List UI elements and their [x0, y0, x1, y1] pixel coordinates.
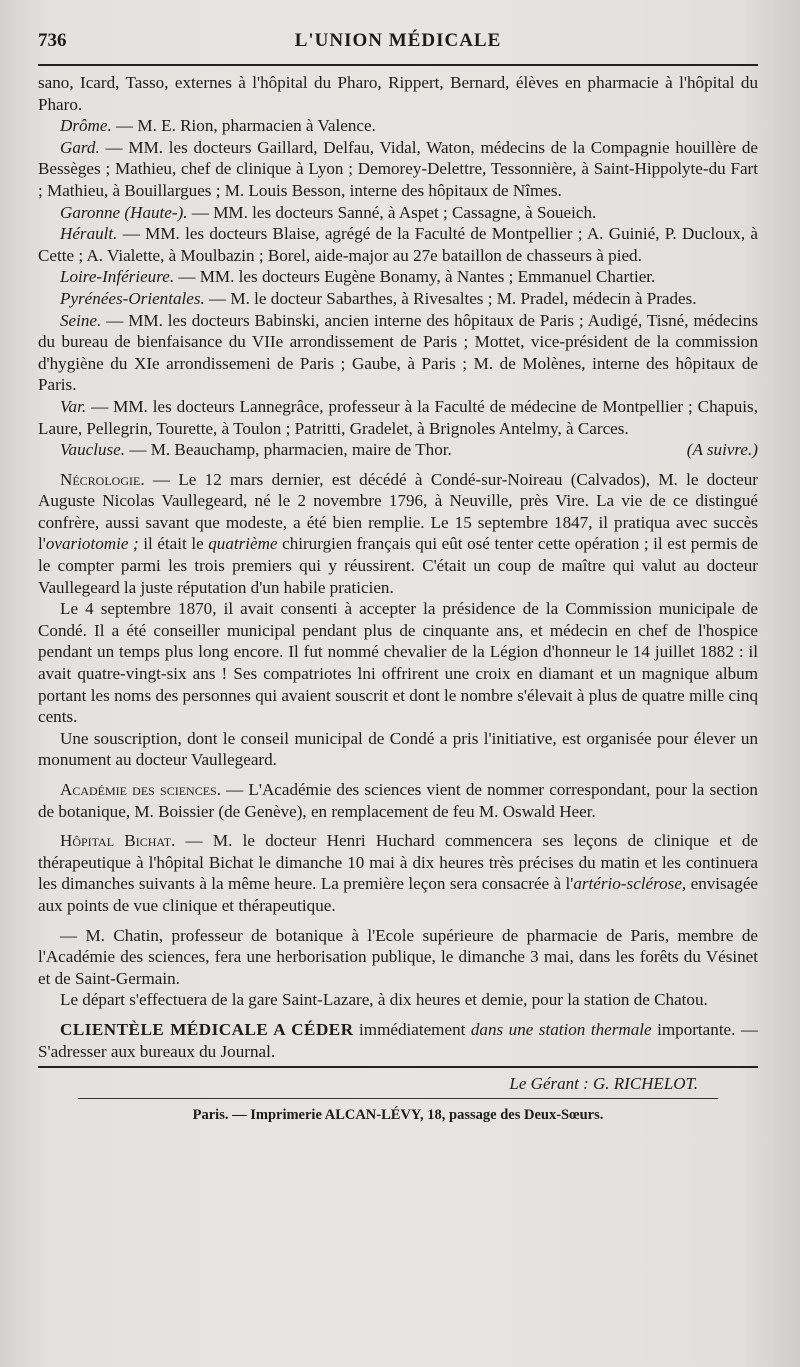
paragraph-seine: Seine. — MM. les docteurs Babinski, ancien interne des hôpitaux de Paris ; Audigé, Tisné, médecins du bureau de bienfaisance du VIIe arrondissement de Paris ; Mottet, vice-président de la commission d'hygiène du XIe arrondissemeni de Paris ; Gaube, à Paris ; M. de Molènes, interne des hôpitaux de Paris.: [38, 310, 758, 395]
paragraph: Une souscription, dont le conseil municipal de Condé a pris l'initiative, est organisée pour élever un monument au docteur Vaullegeard.: [38, 728, 758, 770]
paragraph-vaucluse: Vaucluse. — M. Beauchamp, pharmacien, maire de Thor. (A suivre.): [60, 440, 758, 460]
paragraph-var: Var. — MM. les docteurs Lannegrâce, professeur à la Faculté de médecine de Montpellier ; Chapuis, Laure, Pellegrin, Tourette, à Toulon ; Patritti, Gradelet, à Brignoles Antelmy, à Carces.: [38, 396, 758, 438]
notice-heading: CLIENTÈLE MÉDICALE A CÉDER: [60, 1019, 354, 1039]
paragraph-drome: Drôme. — M. E. Rion, pharmacien à Valence.: [60, 116, 376, 136]
printer-line: Paris. — Imprimerie ALCAN-LÉVY, 18, passage des Deux-Sœurs.: [192, 1107, 604, 1124]
continued-note: (A suivre.): [686, 440, 758, 460]
paragraph: sano, Icard, Tasso, externes à l'hôpital du Pharo, Rippert, Bernard, élèves en pharmacie à l'hôpital du Pharo.: [38, 73, 758, 114]
page-number: 736: [38, 30, 67, 51]
paragraph: Le 4 septembre 1870, il avait consenti à accepter la présidence de la Commission municipale de Condé. Il a été conseiller municipal pendant plus de cinquante ans, et médecin en chef de l'hospice pendant un temps plus long encore. Il fut nommé chevalier de la Légion d'honneur le 14 juillet 1882 : il avait quatre-vingt-six ans ! Ses compatriotes lni offrirent une croix en diamant et un magnique album portant les noms des personnes qui avaient souscrit et dont le nombre s'élevait à plus de quatre mille cinq cents.: [38, 599, 758, 727]
page-header: [38, 24, 758, 54]
section-heading: Académie des sciences.: [60, 780, 221, 799]
footer-thin-rule: [78, 1098, 718, 1099]
paragraph-clientele: CLIENTÈLE MÉDICALE A CÉDER immédiatement dans une station thermale importante. — S'adresser aux bureaux du Journal.: [38, 1019, 759, 1061]
paragraph: Le départ s'effectuera de la gare Saint-Lazare, à dix heures et demie, pour la station de Chatou.: [60, 990, 708, 1010]
paragraph-pyrenees: Pyrénées-Orientales. — M. le docteur Sabarthes, à Rivesaltes ; M. Pradel, médecin à Prades.: [60, 288, 697, 308]
signature: Le Gérant : G. RICHELOT.: [509, 1074, 698, 1094]
paragraph-necrologie: Nécrologie. — Le 12 mars dernier, est décédé à Condé-sur-Noireau (Calvados), M. le docteur Auguste Nicolas Vaullegeard, né le 2 novembre 1796, à Neuville, près Vire. La vie de ce distingué confrère, aussi savant que modeste, a été bien remplie. Le 15 septembre 1847, il pratiqua avec succès l'ovariotomie ; il était le quatrième chirurgien français qui eût osé tenter cette opération ; il est permis de le compter parmi les trois premiers qui y réussirent. C'était un coup de maître qui valut au docteur Vaullegeard la juste réputation d'un habile praticien.: [38, 469, 759, 597]
paragraph-bichat: Hôpital Bichat. — M. le docteur Henri Huchard commencera ses leçons de clinique et de thérapeutique à l'hôpital Bichat le dimanche 10 mai à dix heures très précises du matin et les continuera les dimanches suivants à la même heure. La première leçon sera consacrée à l'artério-sclérose, envisagée aux points de vue clinique et thérapeutique.: [38, 831, 759, 915]
section-heading: Nécrologie.: [60, 469, 145, 489]
header-rule: [38, 64, 758, 66]
paragraph-herault: Hérault. — MM. les docteurs Blaise, agrégé de la Faculté de Montpellier ; A. Guinié, P. Ducloux, à Cette ; A. Vialette, à Moulbazin ; Borel, aide-major au 27e bataillon de chasseurs à pied.: [38, 224, 758, 265]
section-heading: Hôpital Bichat.: [60, 831, 176, 851]
paragraph-academie: Académie des sciences. — L'Académie des sciences vient de nommer correspondant, pour la section de botanique, M. Boissier (de Genève), en remplacement de feu M. Oswald Heer.: [38, 780, 758, 821]
paragraph-gard: Gard. — MM. les docteurs Gaillard, Delfau, Vidal, Waton, médecins de la Compagnie houillère de Bessèges ; Mathieu, chef de clinique à Lyon ; Demorey-Delettre, Tessonnière, à Saint-Hippolyte-du Fart ; Mathieu, à Bouillargues ; M. Louis Besson, interne des hôpitaux de Nîmes.: [38, 137, 758, 200]
paragraph-loire: Loire-Inférieure. — MM. les docteurs Eugène Bonamy, à Nantes ; Emmanuel Chartier.: [60, 267, 656, 287]
footer-rule: [38, 1066, 758, 1068]
paragraph-garonne: Garonne (Haute-). — MM. les docteurs Sanné, à Aspet ; Cassagne, à Soueich.: [60, 202, 597, 222]
journal-title: L'UNION MÉDICALE: [294, 30, 502, 51]
article-body: [38, 72, 758, 1062]
paragraph-chatin: — M. Chatin, professeur de botanique à l'Ecole supérieure de pharmacie de Paris, membre de l'Académie des sciences, fera une herborisation publique, le dimanche 3 mai, dans les forêts du Vésinet et de Saint-Germain.: [38, 925, 758, 988]
